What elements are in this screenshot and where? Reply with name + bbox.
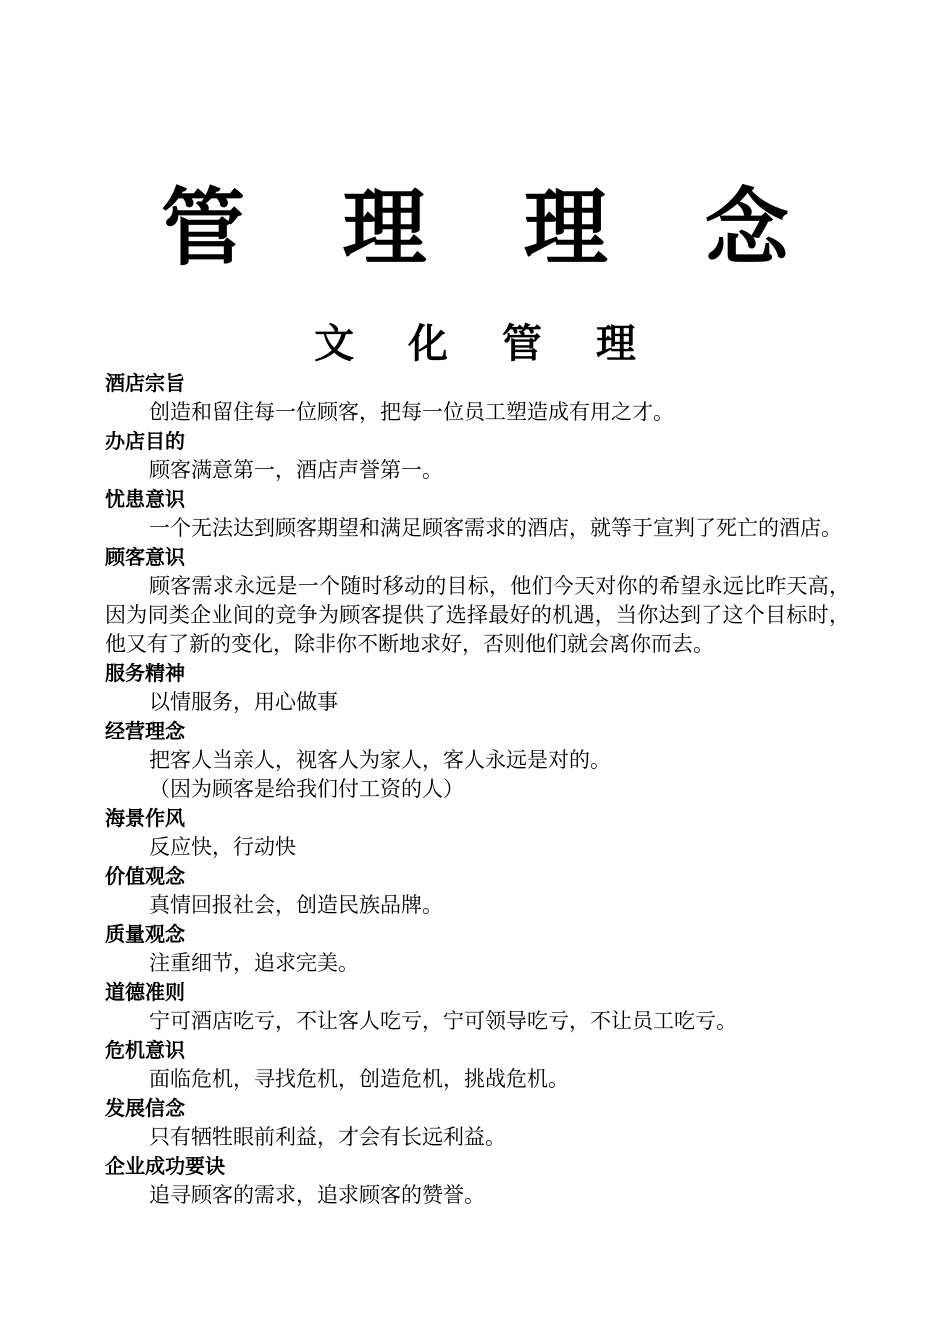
section-6 (105, 717, 850, 804)
section-body: 把客人当亲人，视客人为家人，客人永远是对的。 (149, 748, 611, 772)
section-5 (105, 659, 850, 717)
section-body: 反应快，行动快 (149, 835, 296, 859)
section-heading: 经营理念 (105, 719, 185, 743)
section-body: 以情服务，用心做事 (149, 690, 338, 714)
section-12 (105, 1094, 850, 1152)
section-11 (105, 1036, 850, 1094)
section-heading: 办店目的 (105, 429, 185, 453)
section-body: 创造和留住每一位顾客，把每一位员工塑造成有用之才。 (149, 400, 674, 424)
section-heading: 酒店宗旨 (105, 371, 185, 395)
section-heading: 服务精神 (105, 661, 185, 685)
section-7 (105, 804, 850, 862)
section-2 (105, 427, 850, 485)
section-body: 顾客满意第一，酒店声誉第一。 (149, 458, 443, 482)
section-heading: 道德准则 (105, 980, 185, 1004)
section-9 (105, 920, 850, 978)
section-heading: 质量观念 (105, 922, 185, 946)
section-body-note: （因为顾客是给我们付工资的人） (149, 777, 464, 801)
section-body: 只有牺牲眼前利益，才会有长远利益。 (149, 1125, 506, 1149)
section-13 (105, 1152, 850, 1210)
section-1 (105, 369, 850, 427)
section-body: 面临危机，寻找危机，创造危机，挑战危机。 (149, 1067, 569, 1091)
section-heading: 企业成功要诀 (105, 1154, 225, 1178)
section-10 (105, 978, 850, 1036)
section-heading: 发展信念 (105, 1096, 185, 1120)
section-heading: 海景作风 (105, 806, 185, 830)
sub-title: 文 化 管 理 (314, 320, 656, 367)
section-body: 真情回报社会，创造民族品牌。 (149, 893, 443, 917)
main-title: 管 理 理 念 (161, 178, 823, 277)
section-body: 追寻顾客的需求，追求顾客的赞誉。 (149, 1183, 485, 1207)
section-body: 顾客需求永远是一个随时移动的目标，他们今天对你的希望永远比昨天高，因为同类企业间的竞争为顾客提供了选择最好的机遇，当你达到了这个目标时，他又有了新的变化，除非你不断地求好，否则他们就会离你而去。 (105, 574, 850, 656)
section-body: 一个无法达到顾客期望和满足顾客需求的酒店，就等于宣判了死亡的酒店。 (149, 516, 842, 540)
section-heading: 价值观念 (105, 864, 185, 888)
section-heading: 危机意识 (105, 1038, 185, 1062)
section-8 (105, 862, 850, 920)
section-heading: 顾客意识 (105, 545, 185, 569)
content (105, 369, 850, 1210)
section-4 (105, 543, 850, 659)
section-body: 注重细节，追求完美。 (149, 951, 359, 975)
section-heading: 忧患意识 (105, 487, 185, 511)
section-3 (105, 485, 850, 543)
section-body: 宁可酒店吃亏，不让客人吃亏，宁可领导吃亏，不让员工吃亏。 (149, 1009, 737, 1033)
